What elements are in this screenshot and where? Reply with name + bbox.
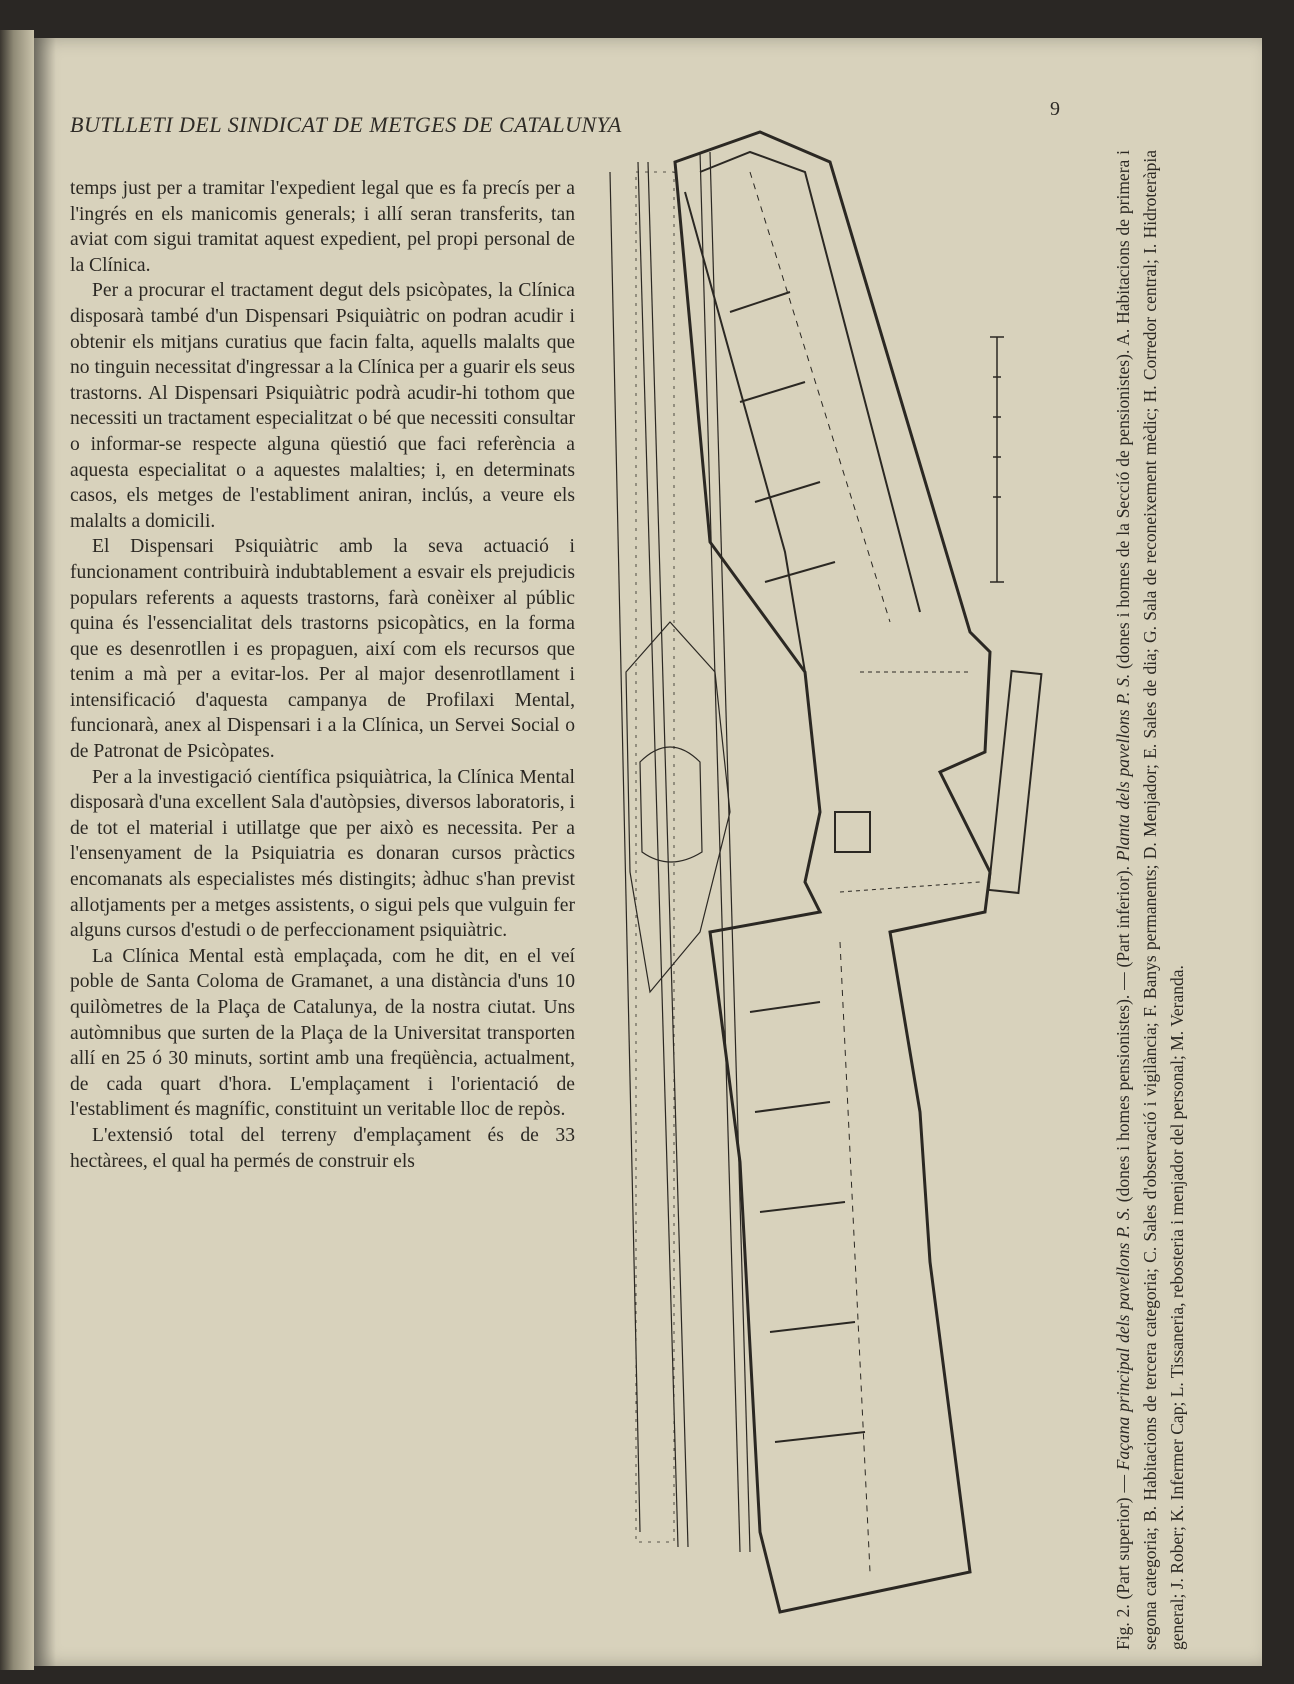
paragraph: Per a la investigació científica psiquiàtrica, la Clínica Mental disposarà d'una excellent Sala d'autòpsies, diversos laboratoris, i de tot el material i utillatge que per això es necessita. Per a l'ensenyament de la Psiquiatria es donaran cursos pràctics encomanats als especialistes més distingits; àdhuc s'han previst allotjaments per a metges assistents, o sigui pels que vulguin fer alguns cursos d'estudi o de perfeccionament psiquiàtric. xyxy=(70,766,575,942)
journal-header: BUTLLETI DEL SINDICAT DE METGES DE CATALUNYA xyxy=(70,112,622,137)
scale-bar xyxy=(990,337,1004,582)
paragraph: El Dispensari Psiquiàtric amb la seva actuació i funcionament contribuirà indubtablement a esvair els prejudicis populars referents a aquests trastorns, farà conèixer al públic quina és l'essencialitat dels trastorns psicopàtics, en la forma que es desenrotllen i es propaguen, així com els recursos que tenim a mà per a evitar-los. Per al major desenrotllament i intensificació d'aquesta campanya de Profilaxi Mental, funcionarà, anex al Dispensari i a la Clínica, un Servei Social o de Patronat de Psicòpates. xyxy=(70,536,575,763)
caption-title-facade: Façana principal dels pavellons P. S. xyxy=(1113,1207,1133,1471)
caption-title-plan: Planta dels pavellons P. S. xyxy=(1113,673,1133,862)
caption-prefix: Fig. 2. (Part superior) — xyxy=(1113,1475,1133,1650)
paragraph: temps just per a tramitar l'expedient legal que es fa precís per a l'ingrés en els manicomis generals; i allí seran transferits, tan aviat com sigui tramitat aquest expedient, pel propi personal de la Clínica. xyxy=(70,178,575,276)
caption-middle: (dones i homes pensionistes). — (Part inferior). xyxy=(1113,865,1133,1203)
left-page-edge xyxy=(0,30,34,1670)
architectural-figure xyxy=(590,112,1090,1632)
page-number: 9 xyxy=(1050,98,1060,120)
floor-plan xyxy=(675,132,1041,1612)
paragraph: L'extensió total del terreny d'emplaçament és de 33 hectàrees, el qual ha permés de construir els xyxy=(70,1124,575,1172)
article-body xyxy=(70,176,575,1174)
page-fold-shadow xyxy=(34,38,56,1666)
caption-legend: (dones i homes de la Secció de pensionistes). A. Habitacions de primera i segona categoria; B. Habitacions de tercera categoria; C. Sales d'observació i vigilància; F. Banys permanents; D. Menjador; E. Sales de dia; G. Sala de reconeixement mèdic; H. Corredor central; I. Hidroteràpia general; J. Rober; K. Infermer Cap; L. Tissaneria, rebosteria i menjador del personal; M. Veranda. xyxy=(1113,149,1187,1650)
figure-caption xyxy=(1110,150,1191,1650)
facade-elevation xyxy=(610,152,750,1552)
paragraph: La Clínica Mental està emplaçada, com he dit, en el veí poble de Santa Coloma de Gramanet, a una distància d'uns 10 quilòmetres de la Plaça de Catalunya, de la nostra ciutat. Uns autòmnibus que surten de la Plaça de la Universitat transporten allí en 25 ó 30 minuts, sortint amb una freqüència, actualment, de cada quart d'hora. L'emplaçament i l'orientació de l'establiment és magnífic, constituint un veritable lloc de repòs. xyxy=(70,945,575,1121)
paragraph: Per a procurar el tractament degut dels psicòpates, la Clínica disposarà també d'un Dispensari Psiquiàtric on podran acudir i obtenir els mitjans curatius que facin falta, aquells malalts que no tinguin necessitat d'ingressar a la Clínica per a guarir els seus trastorns. Al Dispensari Psiquiàtric podrà acudir-hi tothom que necessiti un tractament especialitzat o bé que necessiti consultar o informar-se respecte alguna qüestió que faci referència a aquesta especialitat o a aquestes malalties; i, en determinats casos, els metges de l'establiment aniran, inclús, a veure els malalts a domicili. xyxy=(70,280,575,532)
